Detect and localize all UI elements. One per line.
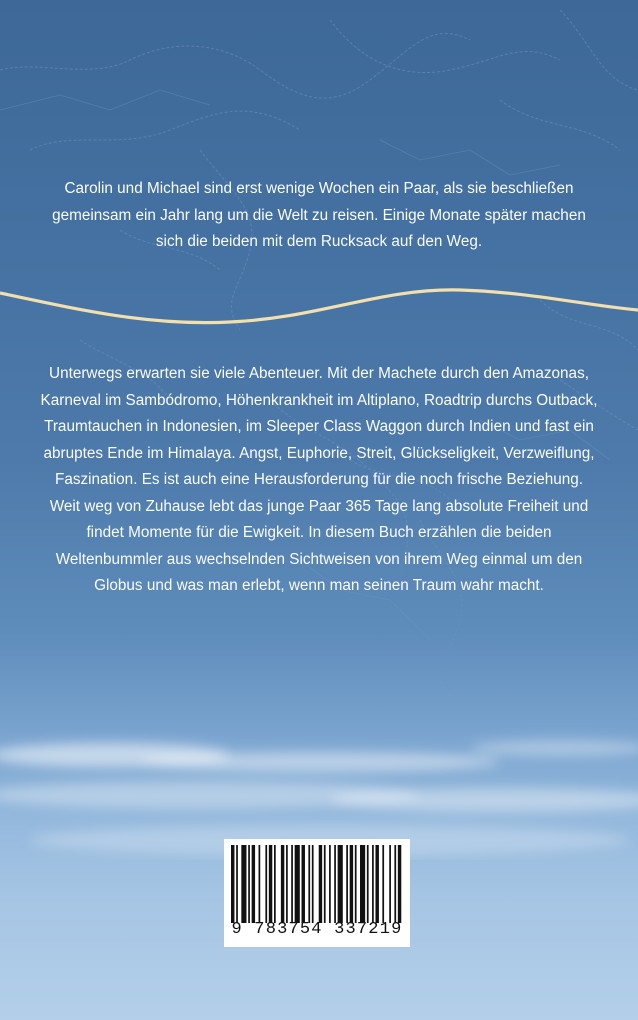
- cloud-layer: [0, 700, 638, 860]
- isbn-number: 9 783754 337219: [231, 920, 403, 939]
- intro-text: Carolin und Michael sind erst wenige Wochen ein Paar, als sie beschließen gemeinsam ein Jahr lang um die Welt zu reisen. Einige Monate später machen sich die beiden mit dem Rucksack auf den Weg.: [52, 180, 586, 250]
- barcode-bars: [231, 845, 403, 923]
- wave-divider: [0, 278, 638, 338]
- description-text: Unterwegs erwarten sie viele Abenteuer. Mit der Machete durch den Amazonas, Karneval im Sambódromo, Höhenkrankheit im Altiplano, Roadtrip durchs Outback, Traumtauchen in Indonesien, im Sleeper Class Waggon durch Indien und fast ein abruptes Ende im Himalaya. Angst, Euphorie, Streit, Glückseligkeit, Verzweiflung, Faszination. Es ist auch eine Herausforderung für die noch frische Beziehung. Weit weg von Zuhause lebt das junge Paar 365 Tage lang absolute Freiheit und findet Momente für die Ewigkeit. In diesem Buch erzählen die beiden Weltenbummler aus wechselnden Sichtweisen von ihrem Weg einmal um den Globus und was man erlebt, wenn man seinen Traum wahr macht.: [40, 365, 598, 594]
- isbn-barcode: [224, 839, 410, 947]
